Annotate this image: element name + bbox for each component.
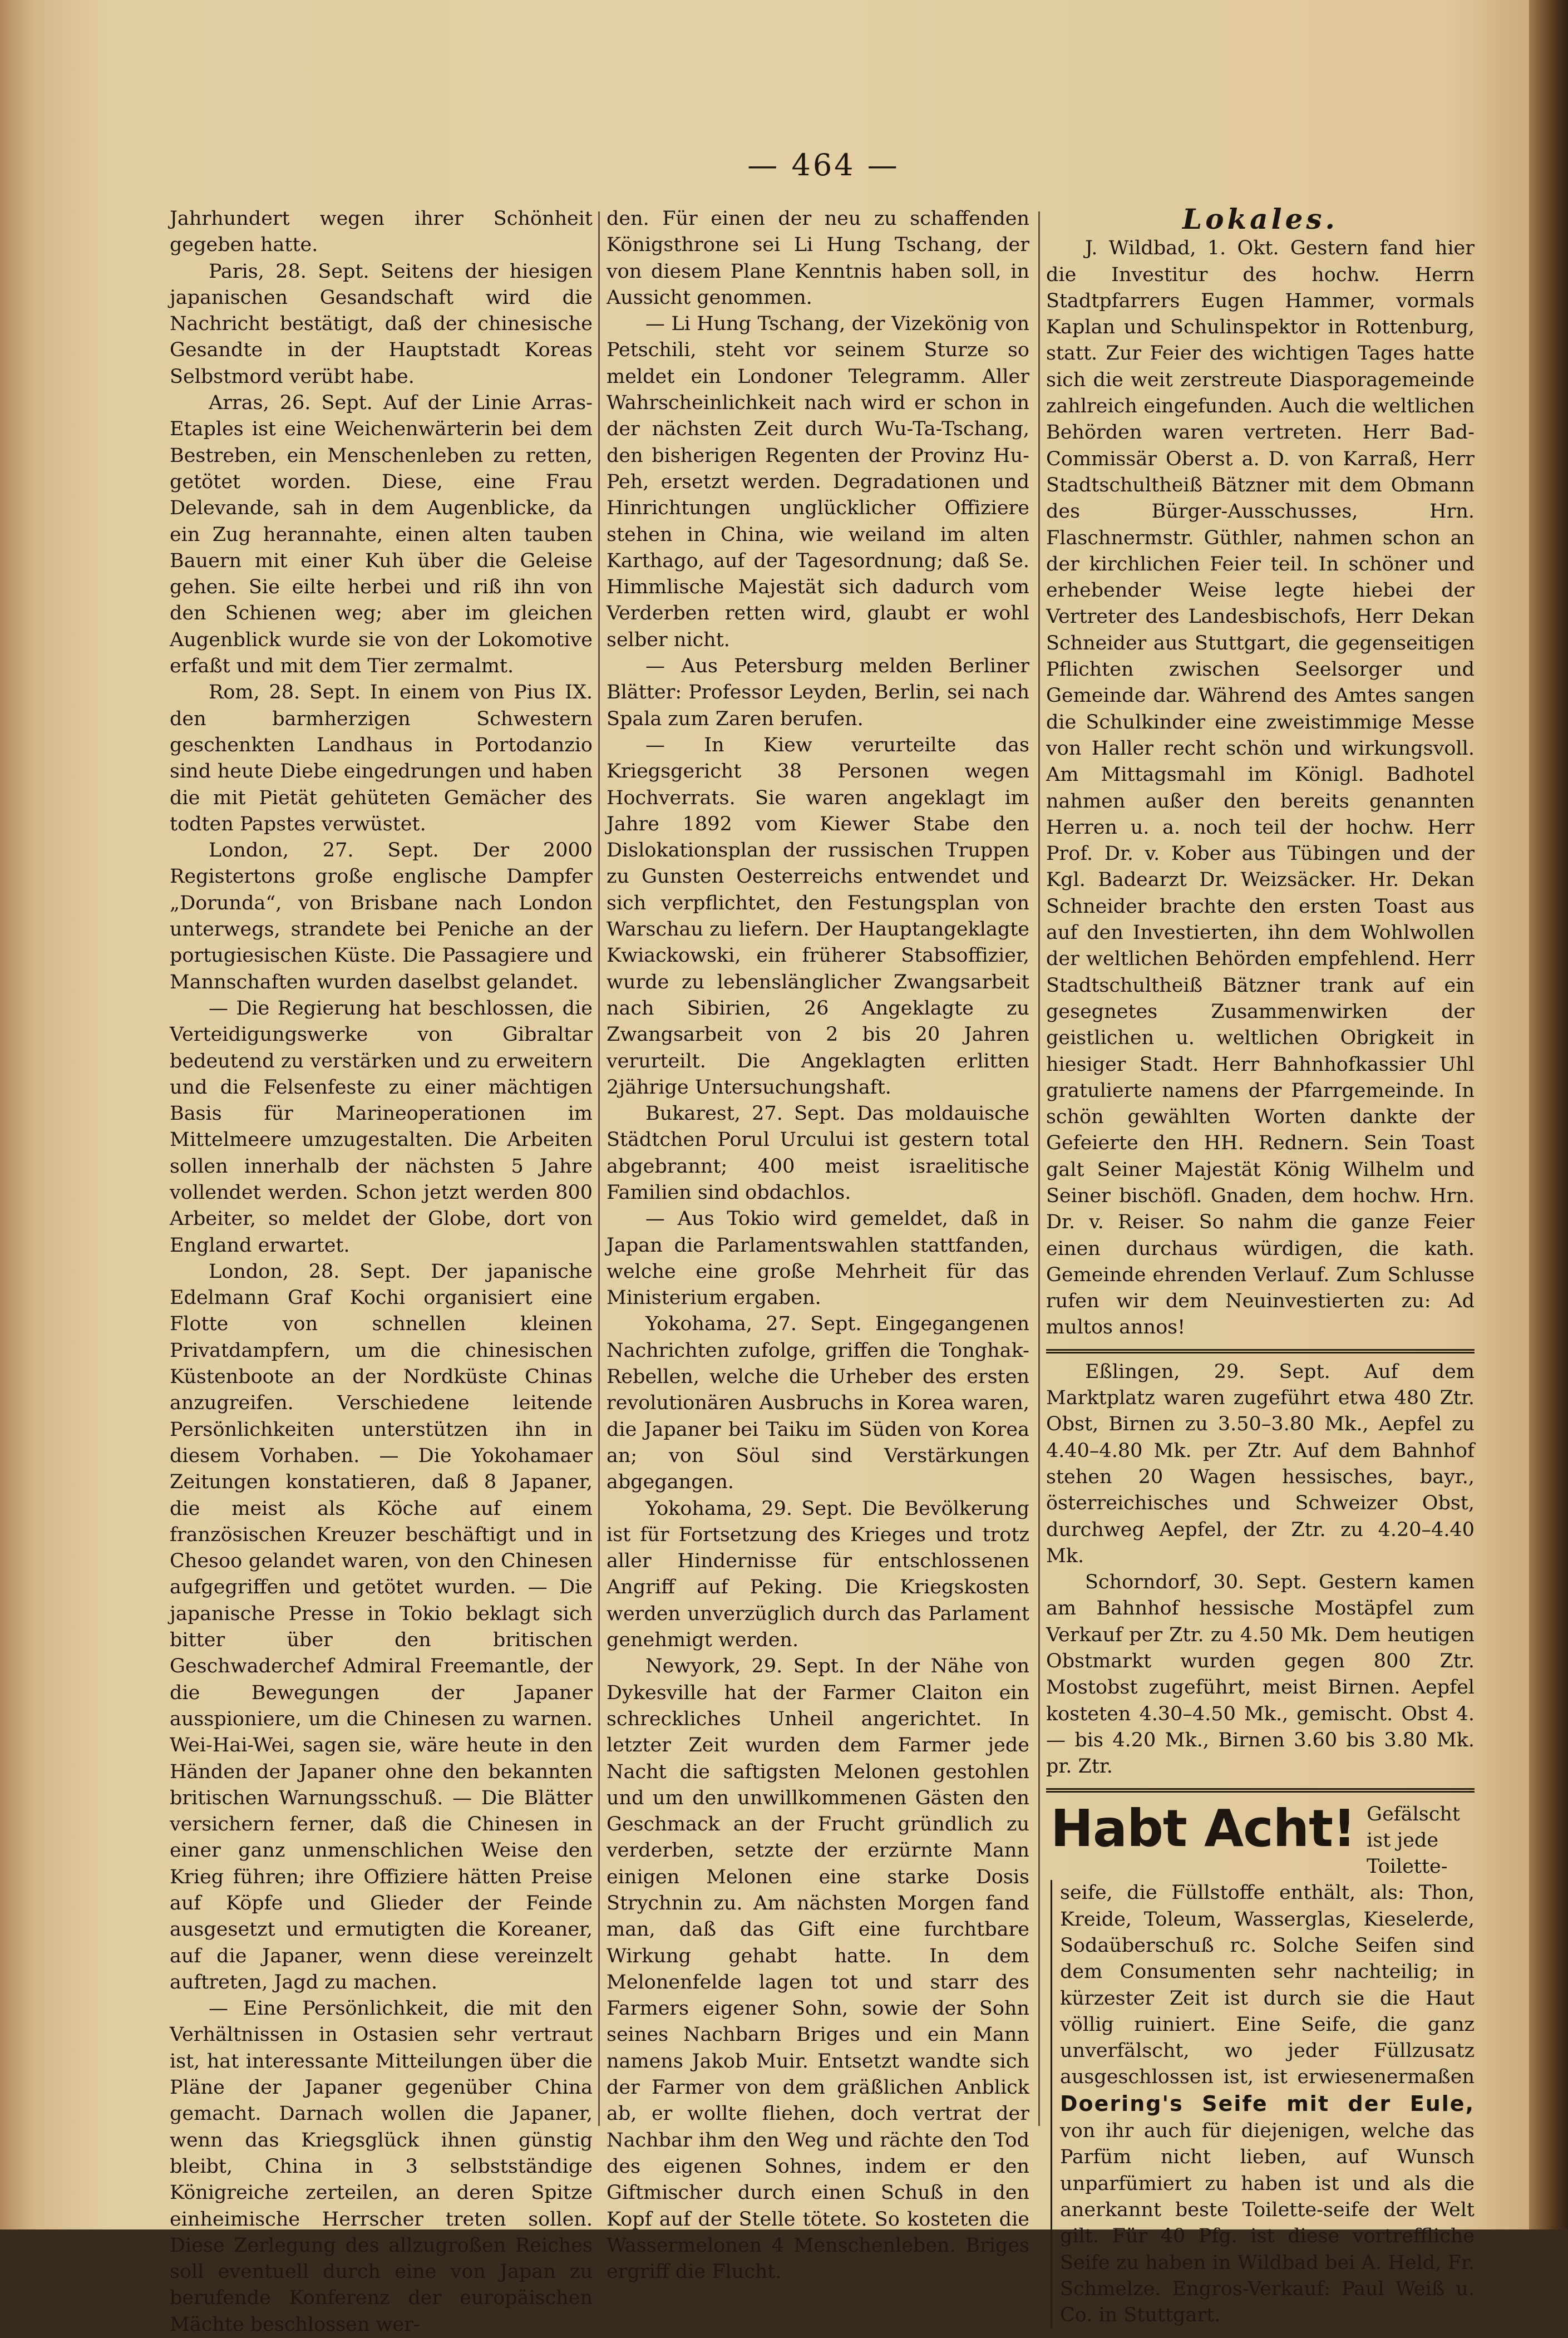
ad-body [1051,1880,1475,2329]
column-1 [170,206,593,2338]
article-paragraph: Yokohama, 29. Sept. Die Bevölkerung ist für Fortsetzung des Krieges und trotz aller Hindernisse für entschlossenen Angriff auf Peking. Die Kriegskosten werden unverzüglich durch das Parlament genehmigt werden. [607,1497,1029,1652]
article-paragraph: London, 27. Sept. Der 2000 Registertons große englische Dampfer „Dorunda“, von Brisbane nach London unterwegs, strandete bei Peniche an der portugiesischen Küste. Die Passagiere und Mannschaften wurden daselbst gelandet. [170,839,593,993]
article-paragraph: Arras, 26. Sept. Auf der Linie Arras-Etaples ist eine Weichenwärterin bei dem Bestreben, ein Menschenleben zu retten, getötet worden. Diese, eine Frau Delevande, sah in dem Augenblicke, da ein Zug herannahte, einen alten tauben Bauern mit einer Kuh über die Geleise gehen. Sie eilte herbei und riß ihn von den Schienen weg; aber im gleichen Augenblick wurde sie von der Lokomotive erfaßt und mit dem Tier zermalmt. [170,392,593,678]
book-binding-edge [1529,0,1568,2229]
ad-title: Habt Acht! [1051,1798,1356,1858]
article-paragraph: — Eine Persönlichkeit, die mit den Verhältnissen in Ostasien sehr vertraut ist, hat interessante Mitteilungen über die Pläne der Japaner gegenüber China gemacht. Darnach wollen die Japaner, wenn das Kriegsglück ihnen günstig bleibt, China in 3 selbstständige Königreiche zerteilen, an deren Spitze einheimische Herrscher treten sollen. Diese Zerlegung des allzugroßen Reiches soll eventuell durch eine von Japan zu berufende Konferenz der europäischen Mächte beschlossen wer- [170,1997,593,2336]
ad-body-after: von ihr auch für diejenigen, welche das Parfüm nicht lieben, auf Wunsch unparfümiert zu haben ist und als die anerkannt beste Toilette-seife der Welt gilt. Für 40 Pfg. ist diese vortreffliche Seife zu haben in Wildbad bei A. Held, Fr. Schmelze. Engros-Verkauf: Paul Weiß u. Co. in Stuttgart. [1060,2120,1475,2327]
ad-divider [1046,1788,1475,1793]
article-paragraph: J. Wildbad, 1. Okt. Gestern fand hier die Investitur des hochw. Herrn Stadtpfarrers Eugen Hammer, vormals Kaplan und Schulinspektor in Rottenburg, statt. Zur Feier des wichtigen Tages hatte sich die weit zerstreute Diasporagemeinde zahlreich eingefunden. Auch die weltlichen Behörden waren vertreten. Herr Bad-Commissär Oberst a. D. von Karraß, Herr Stadtschultheiß Bätzner mit dem Obmann des Bürger-Ausschusses, Hrn. Flaschnermstr. Güthler, nahmen schon an der kirchlichen Feier teil. In schöner und erhebender Weise legte hiebei der Vertreter des Landesbischofs, Herr Dekan Schneider aus Stuttgart, die gegenseitigen Pflichten zwischen Seelsorger und Gemeinde dar. Während des Amtes sangen die Schulkinder eine zweistimmige Messe von Haller recht schön und wirkungsvoll. Am Mittagsmahl im Königl. Badhotel nahmen außer den bereits genannten Herren u. a. noch teil der hochw. Herr Prof. Dr. v. Kober aus Tübingen und der Kgl. Badearzt Dr. Weizsäcker. Hr. Dekan Schneider brachte den ersten Toast aus auf den Investierten, ihn dem Wohlwollen der weltlichen Behörden empfehlend. Herr Stadtschultheiß Bätzner trank auf ein gesegnetes Zusammenwirken der geistlichen u. weltlichen Obrigkeit in hiesiger Stadt. Herr Bahnhofkassier Uhl gratulierte namens der Pfarrgemeinde. In schön gewählten Worten dankte der Gefeierte den HH. Rednern. Sein Toast galt Seiner Majestät König Wilhelm und Seiner bischöfl. Gnaden, dem hochw. Hrn. Dr. v. Reiser. So nahm die ganze Feier einen durchaus würdigen, die kath. Gemeinde ehrenden Verlauf. Zum Schlusse rufen wir dem Neuinvestierten zu: Ad multos annos! [1046,237,1475,1339]
section-title-lokales: Lokales. [1182,203,1338,235]
article-paragraph: — In Kiew verurteilte das Kriegsgericht 38 Personen wegen Hochverrats. Sie waren angeklagt im Jahre 1892 vom Kiewer Stabe den Dislokationsplan der russischen Truppen zu Gunsten Oesterreichs entwendet und sich verpflichtet, den Festungsplan von Warschau zu liefern. Der Hauptangeklagte Kwiackowski, ein früherer Stabsoffizier, wurde zu lebenslänglicher Zwangsarbeit nach Sibirien, 26 Angeklagte zu Zwangsarbeit von 2 bis 20 Jahren verurteilt. Die Angeklagten erlitten 2jährige Untersuchungshaft. [607,734,1029,1099]
ad-body-before: seife, die Füllstoffe enthält, als: Thon, Kreide, Toleum, Wasserglas, Kieselerde, Sodaüberschuß rc. Solche Seifen sind dem Consumenten sehr nachteilig; in kürzester Zeit ist durch sie die Haut völlig ruiniert. Eine Seife, die ganz unverfälscht, wo jeder Füllzusatz ausgeschlossen ist, ist erwiesenermaßen [1060,1882,1475,2089]
article-paragraph: Paris, 28. Sept. Seitens der hiesigen japanischen Gesandschaft wird die Nachricht bestätigt, daß der chinesische Gesandte in der Hauptstadt Koreas Selbstmord verübt habe. [170,260,593,388]
column-3 [1046,203,1475,2329]
page-number: — 464 — [747,147,900,183]
column-divider-2 [1038,211,1040,2126]
soap-advertisement [1046,1798,1475,2329]
article-paragraph: Eßlingen, 29. Sept. Auf dem Marktplatz waren zugeführt etwa 480 Ztr. Obst, Birnen zu 3.50–3.80 Mk., Aepfel zu 4.40–4.80 Mk. per Ztr. Auf dem Bahnhof stehen 20 Wagen hessisches, bayr., österreichisches und Schweizer Obst, durchweg Aepfel, der Ztr. zu 4.20–4.40 Mk. [1046,1360,1475,1567]
column-divider-1 [598,211,600,2126]
article-paragraph: Bukarest, 27. Sept. Das moldauische Städtchen Porul Urcului ist gestern total abgebrannt; 400 meist israelitische Familien sind obdachlos. [607,1102,1029,1204]
article-paragraph: Schorndorf, 30. Sept. Gestern kamen am Bahnhof hessische Mostäpfel zum Verkauf per Ztr. zu 4.50 Mk. Dem heutigen Obstmarkt wurden gegen 800 Ztr. Mostobst zugeführt, meist Birnen. Aepfel kosteten 4.30–4.50 Mk., gemischt. Obst 4.— bis 4.20 Mk., Birnen 3.60 bis 3.80 Mk. pr. Ztr. [1046,1571,1475,1778]
ad-header-text: Gefälscht ist jede Toilette- [1367,1803,1460,1878]
ad-brand-name: Doering's Seife mit der Eule, [1060,2091,1475,2116]
article-paragraph: Rom, 28. Sept. In einem von Pius IX. den barmherzigen Schwestern geschenkten Landhaus in Portodanzio sind heute Diebe eingedrungen und haben die mit Pietät gehüteten Gemächer des todten Papstes verwüstet. [170,681,593,835]
market-reports [1046,1359,1475,1780]
column-2 [607,206,1029,2285]
lokales-articles [1046,235,1475,1341]
article-paragraph: Jahrhundert wegen ihrer Schönheit gegeben hatte. [170,208,593,257]
article-paragraph: — Li Hung Tschang, der Vizekönig von Petschili, steht vor seinem Sturze so meldet ein Londoner Telegramm. Aller Wahrscheinlichkeit nach wird er schon in der nächsten Zeit durch Wu-Ta-Tschang, den bisherigen Regenten der Provinz Hu-Peh, ersetzt werden. Degradationen und Hinrichtungen unglücklicher Offiziere stehen in China, wie weiland im alten Karthago, auf der Tagesordnung; daß Se. Himmlische Majestät sich dadurch vom Verderben retten wird, glaubt er wohl selber nicht. [607,313,1029,651]
article-paragraph: Newyork, 29. Sept. In der Nähe von Dykesville hat der Farmer Claiton ein schreckliches Unheil angerichtet. In letzter Zeit wurden dem Farmer jede Nacht die saftigsten Melonen gestohlen und um den unwillkommenen Gästen den Geschmack an der Frucht gründlich zu verderben, setzte der erzürnte Mann einigen Melonen eine starke Dosis Strychnin zu. Am nächsten Morgen fand man, daß das Gift eine furchtbare Wirkung gehabt hatte. In dem Melonenfelde lagen tot und starr des Farmers eigener Sohn, sowie der Sohn seines Nachbarn Briges und ein Mann namens Jakob Muir. Entsetzt wandte sich der Farmer von dem gräßlichen Anblick ab, er wollte fliehen, doch vertrat der Nachbar ihm den Weg und rächte den Tod des eigenen Sohnes, indem er den Giftmischer durch einen Schuß in den Kopf auf der Stelle tötete. So kosteten die Wassermelonen 4 Menschenleben. Briges ergriff die Flucht. [607,1655,1029,2283]
ad-header [1051,1798,1475,1881]
article-paragraph: London, 28. Sept. Der japanische Edelmann Graf Kochi organisiert eine Flotte von schnellen kleinen Privatdampfern, um die chinesischen Küstenboote an der Nordküste Chinas anzugreifen. Verschiedene leitende Persönlichkeiten unterstützen ihn in diesem Vorhaben. — Die Yokohamaer Zeitungen konstatieren, daß 8 Japaner, die meist als Köche auf einem französischen Kreuzer beschäftigt und in Chesoo gelandet waren, von den Chinesen aufgegriffen und getötet wurden. — Die japanische Presse in Tokio beklagt sich bitter über den britischen Geschwaderchef Admiral Freemantle, der die Bewegungen der Japaner ausspioniere, um die Chinesen zu warnen. Wei-Hai-Wei, sagen sie, wäre heute in den Händen der Japaner ohne den bekannten britischen Warnungsschuß. — Die Blätter versichern ferner, daß die Chinesen in einer ganz unmenschlichen Weise den Krieg führen; ihre Offiziere hätten Preise auf Köpfe und Glieder der Feinde ausgesetzt und ermutigten die Koreaner, auf die Japaner, wenn diese vereinzelt auftreten, Jagd zu machen. [170,1260,593,1994]
article-paragraph: — Die Regierung hat beschlossen, die Verteidigungswerke von Gibraltar bedeutend zu verstärken und zu erweitern und die Felsenfeste zu einer mächtigen Basis für Marineoperationen im Mittelmeere umzugestalten. Die Arbeiten sollen innerhalb der nächsten 5 Jahre vollendet werden. Schon jetzt werden 800 Arbeiter, so meldet der Globe, dort von England erwartet. [170,997,593,1257]
article-paragraph: Yokohama, 27. Sept. Eingegangenen Nachrichten zufolge, griffen die Tonghak-Rebellen, welche die Urheber des ersten revolutionären Ausbruchs in Korea waren, die Japaner bei Taiku im Süden von Korea an; von Söul sind Verstärkungen abgegangen. [607,1313,1029,1494]
article-paragraph: — Aus Tokio wird gemeldet, daß in Japan die Parlamentswahlen stattfanden, welche eine große Mehrheit für das Ministerium ergaben. [607,1208,1029,1310]
article-paragraph: — Aus Petersburg melden Berliner Blätter: Professor Leyden, Berlin, sei nach Spala zum Zaren berufen. [607,655,1029,730]
section-divider [1046,1349,1475,1353]
article-paragraph: den. Für einen der neu zu schaffenden Königsthrone sei Li Hung Tschang, der von diesem Plane Kenntnis haben soll, in Aussicht genommen. [607,208,1029,309]
